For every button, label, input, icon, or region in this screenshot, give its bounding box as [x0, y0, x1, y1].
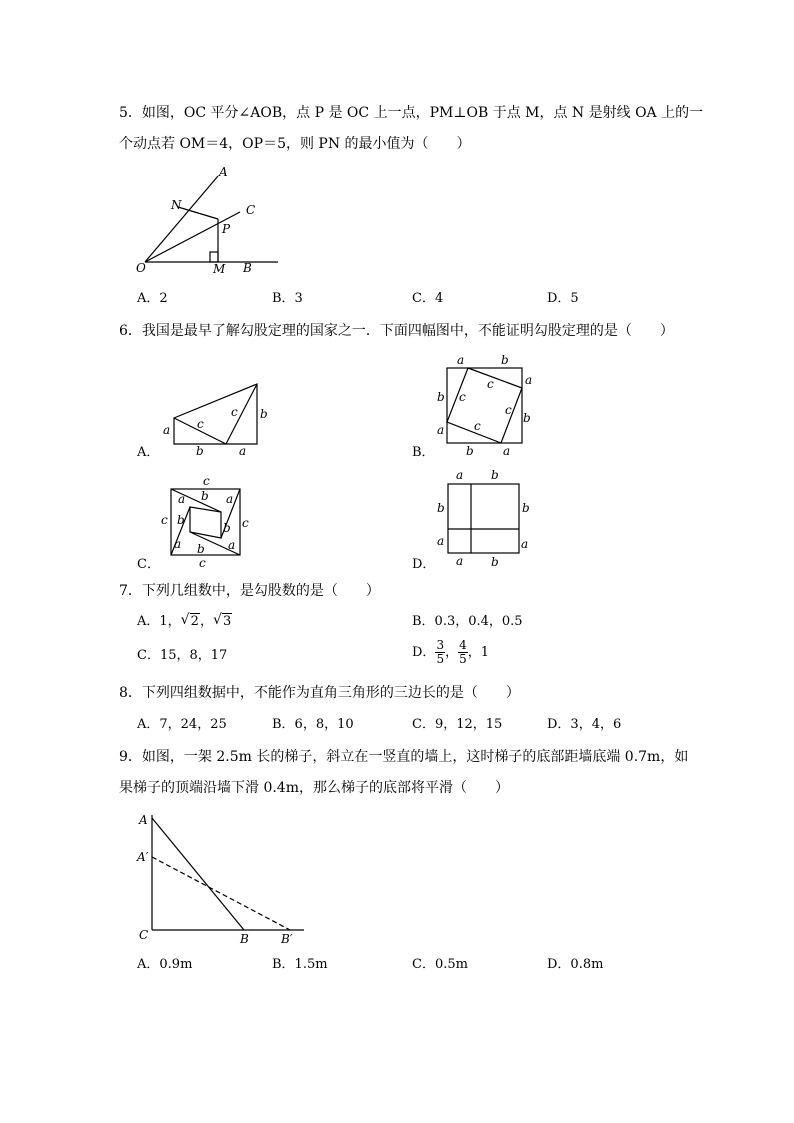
q7-option-c: C．15，8，17 — [137, 648, 228, 663]
q6-c-label-c-right: c — [242, 516, 249, 530]
q6-d-label-a-top: a — [456, 468, 464, 482]
q6-a-label-a: a — [163, 423, 171, 437]
q6-c-label-b1: b — [201, 489, 209, 503]
q6-b-label-b-bottom: b — [466, 444, 474, 458]
q6-d-label-b-left: b — [437, 501, 445, 515]
q6-d-label-a-right: a — [521, 537, 529, 551]
q6-b-label-b-top: b — [501, 353, 509, 367]
q9-label-B-prime: B′ — [281, 932, 293, 946]
q5-label-P: P — [222, 222, 231, 236]
q5-label-M: M — [213, 262, 226, 276]
q7-sqrt3: √ 3 — [213, 613, 232, 631]
q9-text-line2: 果梯子的顶端沿墙下滑 0.4m，那么梯子的底部将平滑（ ） — [119, 780, 509, 796]
q7-option-a-sep: ， — [199, 614, 213, 629]
q5-text-line2: 个动点若 OM＝4，OP＝5，则 PN 的最小值为（ ） — [119, 136, 471, 152]
q6-b-label-a-right: a — [525, 373, 533, 387]
q7-text-line1: 7．下列几组数中，是勾股数的是（ ） — [119, 583, 380, 599]
q6-c-label-a3: a — [174, 537, 182, 551]
q6-c-label-b4: b — [197, 542, 205, 556]
q6-c-label-a2: a — [226, 492, 234, 506]
q6-a-label-c1: c — [197, 417, 204, 431]
q9-label-A-prime: A′ — [137, 850, 149, 864]
q6-a-label-b2: b — [196, 444, 204, 458]
q9-option-b: B．1.5m — [272, 957, 328, 972]
q6-a-label-b: b — [260, 407, 268, 421]
q5-label-B: B — [243, 261, 252, 275]
q6-b-label-b-left: b — [437, 390, 445, 404]
q6-b-label-a-bottom: a — [503, 444, 511, 458]
q8-text-line1: 8．下列四组数据中，不能作为直角三角形的三边长的是（ ） — [119, 685, 520, 701]
q6-c-label-c-bottom: c — [199, 556, 206, 570]
q9-option-d: D．0.8m — [547, 957, 604, 972]
q6-b-label-c3: c — [474, 419, 481, 433]
q6-b-label-b-right: b — [523, 411, 531, 425]
q6-c-label-c-top: c — [203, 474, 210, 488]
q6-b-label-c4: c — [459, 390, 466, 404]
q7-option-d-prefix: D． — [412, 645, 436, 660]
q6-a-label-c2: c — [231, 405, 238, 419]
q6-b-label-a-left: a — [437, 423, 445, 437]
q6-d-label-a-bottom: a — [456, 554, 464, 568]
q7-option-d-sep: ， — [445, 645, 459, 660]
q9-label-A: A — [139, 813, 148, 827]
q6-option-b: B． — [412, 445, 435, 460]
q9-text-line1: 9．如图，一架 2.5m 长的梯子，斜立在一竖直的墙上，这时梯子的底部距墙底端 0.7m，如 — [119, 749, 689, 765]
q7-sqrt2: √ 2 — [181, 613, 200, 631]
q8-option-c: C．9，12，15 — [412, 717, 503, 732]
q5-label-A: A — [219, 165, 228, 179]
q8-option-d: D．3，4，6 — [547, 717, 622, 732]
q6-c-label-a4: a — [228, 538, 236, 552]
q6-option-d: D． — [412, 557, 436, 572]
q8-option-a: A．7，24，25 — [137, 717, 227, 732]
q7-option-d-tail: ，1 — [467, 645, 490, 660]
q9-option-a: A．0.9m — [137, 957, 193, 972]
q6-d-label-b-right: b — [522, 501, 530, 515]
q7-frac-4-5: $\frac{4}{5}$ — [459, 638, 467, 666]
q6-option-a: A． — [137, 445, 160, 460]
q9-label-B: B — [240, 932, 249, 946]
q5-option-d: D．5 — [547, 291, 579, 306]
q9-option-c: C．0.5m — [412, 957, 468, 972]
q5-option-c: C．4 — [412, 291, 444, 306]
q7-frac-3-5: $\frac{3}{5}$ — [436, 638, 445, 666]
q6-c-label-b2: b — [177, 513, 185, 527]
q6-c-label-b3: b — [223, 521, 231, 535]
q6-d-label-a-left: a — [437, 534, 445, 548]
q8-option-b: B．6，8，10 — [272, 717, 354, 732]
q6-b-label-c1: c — [487, 377, 494, 391]
q5-option-a: A．2 — [137, 291, 168, 306]
q6-b-label-c2: c — [505, 403, 512, 417]
q5-option-b: B．3 — [272, 291, 303, 306]
q6-c-label-c-left: c — [161, 513, 168, 527]
q6-text-line1: 6．我国是最早了解勾股定理的国家之一．下面四幅图中，不能证明勾股定理的是（ ） — [119, 323, 674, 339]
q6-d-label-b-top: b — [491, 468, 499, 482]
q6-d-label-b-bottom: b — [491, 555, 499, 569]
q5-text-line1: 5．如图，OC 平分∠AOB，点 P 是 OC 上一点，PM⊥OB 于点 M，点 N 是射线 OA 上的一 — [119, 105, 704, 121]
q9-label-C: C — [139, 928, 149, 942]
q5-label-N: N — [171, 198, 182, 212]
q7-option-a-prefix: A．1， — [137, 614, 181, 629]
q6-a-label-a2: a — [239, 444, 247, 458]
q5-label-C: C — [246, 203, 256, 217]
q6-c-label-a1: a — [178, 492, 186, 506]
q6-option-c: C． — [137, 557, 160, 572]
q5-label-O: O — [136, 261, 146, 275]
q7-option-b: B．0.3，0.4，0.5 — [412, 614, 523, 629]
q6-b-label-a-top: a — [457, 353, 465, 367]
